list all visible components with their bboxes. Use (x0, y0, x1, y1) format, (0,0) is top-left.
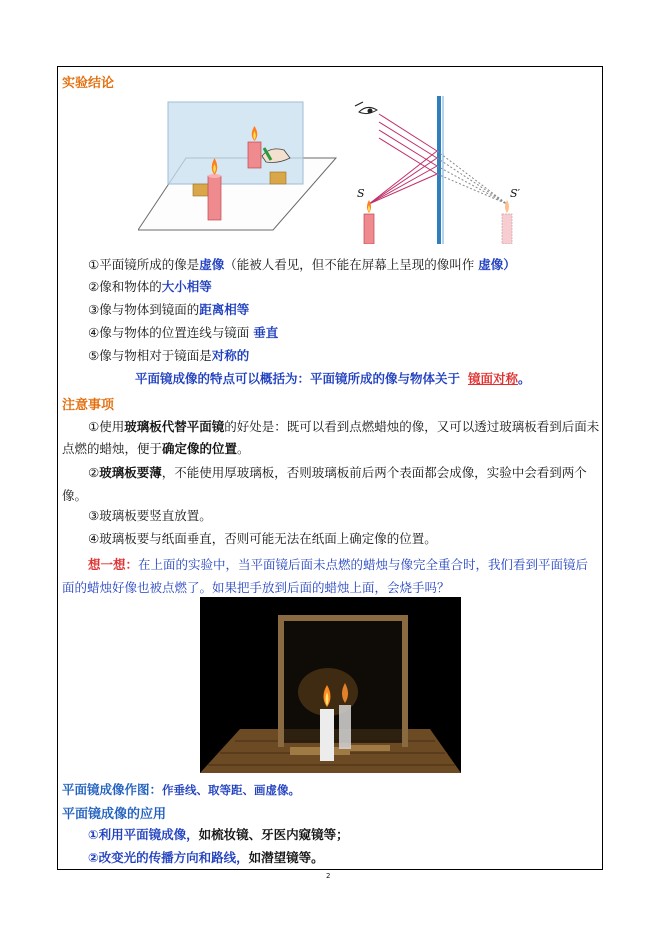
notes-heading: 注意事项 (62, 398, 115, 413)
drawing-line: 平面镜成像作图：作垂线、取等距、画虚像。 (62, 782, 301, 797)
conclusion-item-3: ③像与物体到镜面的距离相等 (88, 302, 250, 317)
note-2: ②玻璃板要薄，不能使用厚玻璃板，否则玻璃板前后两个表面都会成像，实验中会看到两个像。 (62, 465, 587, 503)
application-item-1: ①利用平面镜成像，如梳妆镜、牙医内窥镜等； (88, 827, 349, 842)
page-number: 2 (326, 872, 331, 880)
note-4: ④玻璃板要与纸面垂直，否则可能无法在纸面上确定像的位置。 (88, 531, 437, 546)
image-label-s-prime: S′ (510, 187, 521, 200)
note-3: ③玻璃板要竖直放置。 (88, 508, 212, 523)
ray-diagram-figure (345, 96, 535, 244)
conclusion-heading: 实验结论 (62, 76, 115, 91)
conclusion-item-4: ④像与物体的位置连线与镜面 垂直 (88, 325, 279, 340)
source-label-s: S (357, 187, 365, 200)
conclusion-item-2: ②像和物体的大小相等 (88, 279, 212, 294)
application-heading: 平面镜成像的应用 (62, 807, 167, 822)
application-item-2: ②改变光的传播方向和路线，如潜望镜等。 (88, 850, 324, 865)
conclusion-item-5: ⑤像与物相对于镜面是对称的 (88, 348, 250, 363)
note-1: ①使用玻璃板代替平面镜的好处是：既可以看到点燃蜡烛的像，又可以透过玻璃板看到后面未点燃的蜡烛，便于确定像的位置。 (62, 419, 600, 456)
think-question: 想一想：在上面的实验中，当平面镜后面未点燃的蜡烛与像完全重合时，我们看到平面镜后面的蜡烛好像也被点燃了。如果把手放到后面的蜡烛上面，会烧手吗？ (62, 557, 589, 595)
glass-plate-experiment-figure (138, 98, 338, 236)
candle-mirror-photo (200, 597, 461, 773)
conclusion-item-1: ①平面镜所成的像是虚像（能被人看见，但不能在屏幕上呈现的像叫作 虚像） (88, 257, 516, 272)
conclusion-summary: 平面镜成像的特点可以概括为：平面镜所成的像与物体关于 镜面对称。 (135, 371, 531, 386)
